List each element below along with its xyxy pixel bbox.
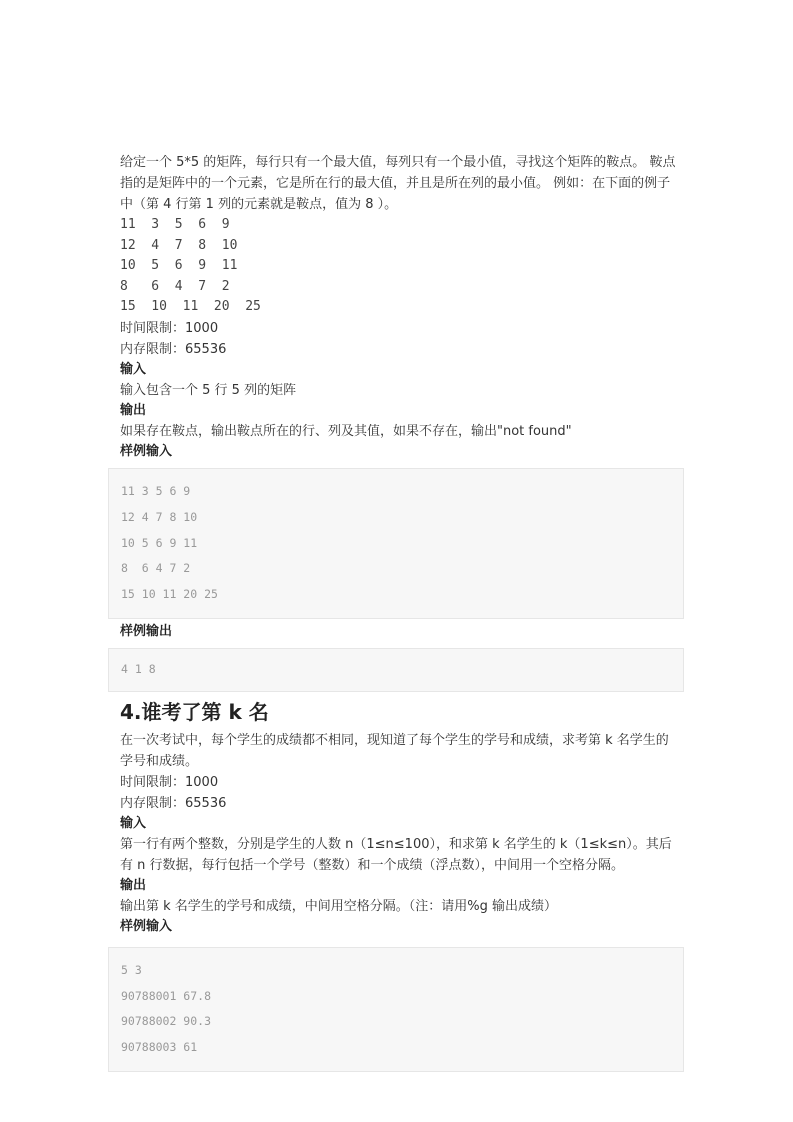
code-line: 4 1 8 xyxy=(121,661,156,676)
code-line: 8 6 4 7 2 xyxy=(121,561,191,576)
memory-limit: 内存限制：65536 xyxy=(120,795,227,811)
sample-input-label: 样例输入 xyxy=(120,918,173,934)
code-line: 90788003 61 xyxy=(121,1040,198,1055)
output-label: 输出 xyxy=(120,877,147,893)
matrix-row: 8 6 4 7 2 xyxy=(120,278,230,294)
time-limit: 时间限制：1000 xyxy=(120,774,219,790)
example-matrix xyxy=(120,215,680,318)
output-label: 输出 xyxy=(120,402,147,418)
code-line: 12 4 7 8 10 xyxy=(121,509,198,524)
matrix-row: 12 4 7 8 10 xyxy=(120,237,238,253)
problem-description: 在一次考试中，每个学生的成绩都不相同，现知道了每个学生的学号和成绩，求考第 k 名学生的学号和成绩。 xyxy=(120,732,669,769)
problem-description: 给定一个 5*5 的矩阵，每行只有一个最大值，每列只有一个最小值，寻找这个矩阵的鞍点。 鞍点指的是矩阵中的一个元素，它是所在行的最大值，并且是所在列的最小值。 例如：在下面的例子中（第 4 行第 1 列的元素就是鞍点，值为 8 ）。 xyxy=(120,155,676,212)
output-description: 输出第 k 名学生的学号和成绩，中间用空格分隔。（注：请用%g 输出成绩） xyxy=(120,898,558,914)
input-description: 第一行有两个整数，分别是学生的人数 n（1≤n≤100），和求第 k 名学生的 k（1≤k≤n）。其后有 n 行数据，每行包括一个学号（整数）和一个成绩（浮点数），中间用一个空格分隔。 xyxy=(120,836,672,873)
code-line: 5 3 xyxy=(121,962,142,977)
code-line: 90788001 67.8 xyxy=(121,988,212,1003)
matrix-row: 10 5 6 9 11 xyxy=(120,258,238,274)
input-label: 输入 xyxy=(120,815,147,831)
code-line: 10 5 6 9 11 xyxy=(121,535,198,550)
code-line: 90788002 90.3 xyxy=(121,1014,212,1029)
input-description: 输入包含一个 5 行 5 列的矩阵 xyxy=(120,382,297,398)
memory-limit: 内存限制：65536 xyxy=(120,341,227,357)
output-description: 如果存在鞍点，输出鞍点所在的行、列及其值，如果不存在，输出"not found" xyxy=(120,423,572,439)
document-page xyxy=(120,152,680,1072)
code-line: 15 10 11 20 25 xyxy=(121,587,218,602)
matrix-row: 15 10 11 20 25 xyxy=(120,299,261,315)
code-line: 11 3 5 6 9 xyxy=(121,483,191,498)
matrix-row: 11 3 5 6 9 xyxy=(120,217,230,232)
sample-input-box xyxy=(108,947,684,1072)
sample-input-box xyxy=(108,468,684,619)
sample-input-label: 样例输入 xyxy=(120,443,173,459)
input-label: 输入 xyxy=(120,361,147,377)
sample-output-label: 样例输出 xyxy=(120,623,173,639)
sample-output-box xyxy=(108,648,684,692)
section-heading: 4.谁考了第 k 名 xyxy=(120,699,269,724)
time-limit: 时间限制：1000 xyxy=(120,320,219,336)
